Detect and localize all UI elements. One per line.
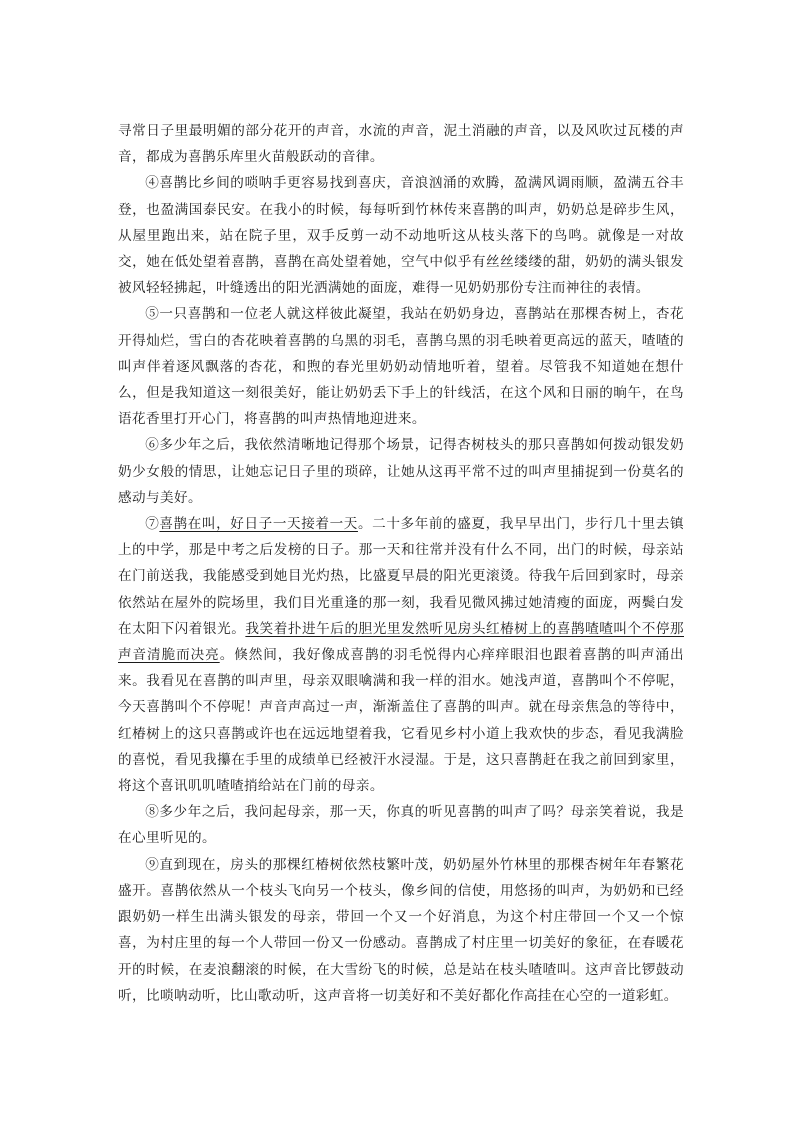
underlined-sentence-2: 我笑着扑进午后的胆光里发然听见房头红椿树上的喜鹊喳喳叫个不停那声音清脆而决亮 [118, 620, 684, 664]
paragraph-7 [118, 511, 684, 799]
paragraph-5: ⑤一只喜鹊和一位老人就这样彼此凝望，我站在奶奶身边，喜鹊站在那棵杏树上，杏花开得灿烂，雪白的杏花映着喜鹊的乌黑的羽毛，喜鹊乌黑的羽毛映着更高远的蓝天，喳喳的叫声伴着逐风飘落的杏花，和煦的春光里奶奶动情地听着，望着。尽管我不知道她在想什么，但是我知道这一刻很美好，能让奶奶丢下手上的针线活，在这个风和日丽的晌午，在鸟语花香里打开心门，将喜鹊的叫声热情地迎进来。 [118, 306, 684, 428]
paragraph-4: ④喜鹊比乡间的唢呐手更容易找到喜庆，音浪汹涌的欢腾，盈满风调雨顺，盈满五谷丰登，也盈满国泰民安。在我小的时候，每每听到竹林传来喜鹊的叫声，奶奶总是碎步生风，从屋里跑出来，站在院子里，双手反剪一动不动地听这从枝头落下的鸟鸣。就像是一对故交，她在低处望着喜鹊，喜鹊在高处望着她，空气中似乎有丝丝缕缕的甜，奶奶的满头银发被风轻轻拂起，叶缝透出的阳光洒满她的面庞，难得一见奶奶那份专注而神往的表情。 [118, 175, 684, 297]
paragraph-7-text-1: 。二十多年前的盛夏，我早早出门，步行几十里去镇上的中学，那是中考之后发榜的日子。那一天和往常并没有什么不同，出门的时候，母亲站在门前送我，我能感受到她目光灼热，比盛夏早晨的阳光更滚烫。待我午后回到家时，母亲依然站在屋外的院场里，我们目光重逢的那一刻，我看见微风拂过她清瘦的面庞，两鬓白发在太阳下闪着银光。 [118, 516, 684, 637]
paragraph-9: ⑨直到现在，房头的那棵红椿树依然枝繁叶茂，奶奶屋外竹林里的那棵杏树年年春繁花盛开。喜鹊依然从一个枝头飞向另一个枝头，像乡间的信使，用悠扬的叫声，为奶奶和已经跟奶奶一样生出满头银发的母亲，带回一个又一个好消息，为这个村庄带回一个又一个惊喜，为村庄里的每一个人带回一份又一份感动。喜鹊成了村庄里一切美好的象征，在春暖花开的时候，在麦浪翻滚的时候，在大雪纷飞的时候，总是站在枝头喳喳叫。这声音比锣鼓动听，比唢呐动听，比山歌动听，这声音将一切美好和不美好都化作高挂在心空的一道彩虹。 [118, 856, 684, 1004]
paragraph-6: ⑥多少年之后，我依然清晰地记得那个场景，记得杏树枝头的那只喜鹊如何拨动银发奶奶少女般的情思，让她忘记日子里的琐碎，让她从这再平常不过的叫声里捕捉到一份莫名的感动与美好。 [118, 437, 684, 506]
essay-page [118, 118, 684, 1009]
underlined-sentence-1: 喜鹊在叫，好日子一天接着一天 [159, 516, 358, 533]
paragraph-7-number: ⑦ [145, 516, 160, 533]
paragraph-continuation: 寻常日子里最明媚的部分花开的声音，水流的声音，泥土消融的声音，以及风吹过瓦楼的声音，都成为喜鹊乐库里火苗般跃动的音律。 [118, 123, 684, 166]
paragraph-8: ⑧多少年之后，我问起母亲，那一天，你真的听见喜鹊的叫声了吗？母亲笑着说，我是在心里听见的。 [118, 804, 684, 847]
paragraph-7-text-2: 。倏然间，我好像成喜鹊的羽毛悦得内心痒痒眼泪也跟着喜鹊的叫声涌出来。我看见在喜鹊的叫声里，母亲双眼噙满和我一样的泪水。她浅声道，喜鹊叫个不停呢，今天喜鹊叫个不停呢！声音声高过一声，渐渐盖住了喜鹊的叫声。就在母亲焦急的等待中，红椿树上的这只喜鹊或许也在远远地望着我，它看见乡村小道上我欢快的步态，看见我满脸的喜悦，看见我攥在手里的成绩单已经被汗水浸湿。于是，这只喜鹊赶在我之前回到家里，将这个喜讯叽叽喳喳捎给站在门前的母亲。 [118, 647, 684, 795]
